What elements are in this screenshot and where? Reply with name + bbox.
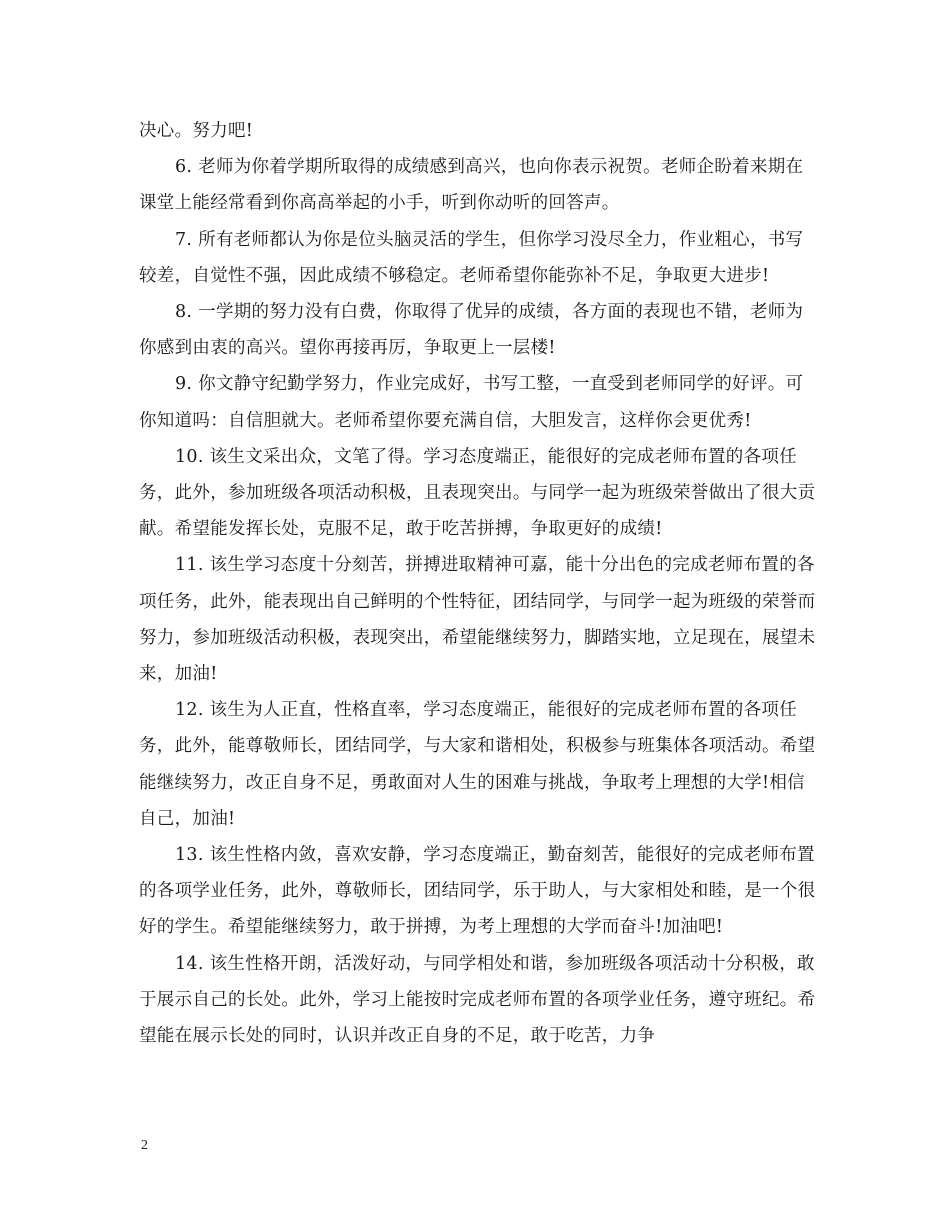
paragraph-item-11: 11. 该生学习态度十分刻苦，拼搏进取精神可嘉，能十分出色的完成老师布置的各项任务，此外，能表现出自己鲜明的个性特征，团结同学，与同学一起为班级的荣誉而努力，参加班级活动积极，表现突出，希望能继续努力，脚踏实地，立足现在，展望未来，加油!: [139, 555, 816, 685]
paragraph-item-8: 8. 一学期的努力没有白费，你取得了优异的成绩，各方面的表现也不错，老师为你感到由衷的高兴。望你再接再厉，争取更上一层楼!: [139, 302, 804, 359]
paragraph-item-10: 10. 该生文采出众，文笔了得。学习态度端正，能很好的完成老师布置的各项任务，此外，参加班级各项活动积极，且表现突出。与同学一起为班级荣誉做出了很大贡献。希望能发挥长处，克服不足，敢于吃苦拼搏，争取更好的成绩!: [139, 446, 816, 540]
document-body: [139, 113, 819, 1054]
paragraph-item-9: 9. 你文静守纪勤学努力，作业完成好，书写工整，一直受到老师同学的好评。可你知道吗：自信胆就大。老师希望你要充满自信，大胆发言，这样你会更优秀!: [139, 374, 804, 431]
paragraph-item-14: 14. 该生性格开朗，活泼好动，与同学相处和谐，参加班级各项活动十分积极，敢于展示自己的长处。此外，学习上能按时完成老师布置的各项学业任务，遵守班纪。希望能在展示长处的同时，认识并改正自身的不足，敢于吃苦，力争: [139, 953, 816, 1047]
paragraph-continuation: 决心。努力吧!: [139, 121, 254, 141]
paragraph-item-13: 13. 该生性格内敛，喜欢安静，学习态度端正，勤奋刻苦，能很好的完成老师布置的各项学业任务，此外，尊敬师长，团结同学，乐于助人，与大家相处和睦，是一个很好的学生。希望能继续努力，敢于拼搏，为考上理想的大学而奋斗!加油吧!: [139, 845, 816, 938]
paragraph-item-7: 7. 所有老师都认为你是位头脑灵活的学生，但你学习没尽全力，作业粗心，书写较差，自觉性不强，因此成绩不够稳定。老师希望你能弥补不足，争取更大进步!: [139, 229, 804, 286]
page-number: 2: [141, 1138, 148, 1153]
paragraph-item-6: 6. 老师为你着学期所取得的成绩感到高兴，也向你表示祝贺。老师企盼着来期在课堂上能经常看到你高高举起的小手，听到你动听的回答声。: [139, 157, 804, 214]
paragraph-item-12: 12. 该生为人正直，性格直率，学习态度端正，能很好的完成老师布置的各项任务，此外，能尊敬师长，团结同学，与大家和谐相处，积极参与班集体各项活动。希望能继续努力，改正自身不足，勇敢面对人生的困难与挑战，争取考上理想的大学!相信自己，加油!: [139, 700, 816, 829]
